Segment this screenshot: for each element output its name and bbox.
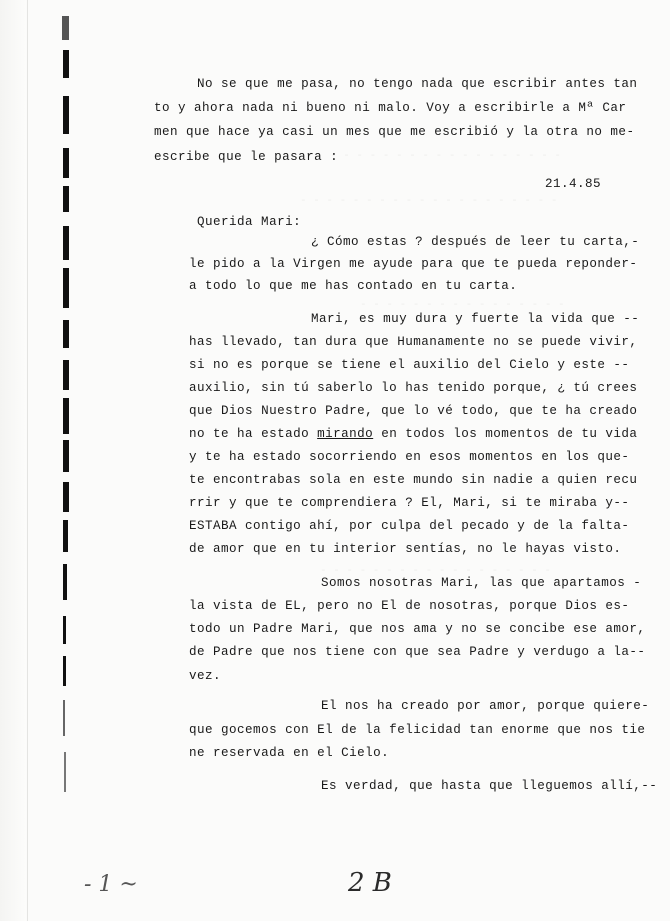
salutation: Querida Mari: [197, 215, 302, 229]
body-line: que gocemos con El de la felicidad tan enorme que nos tie [189, 723, 646, 737]
body-segment: no te ha estado [189, 427, 318, 441]
body-line: si no es porque se tiene el auxilio del Cielo y este -- [189, 358, 630, 372]
page-number: 2 B [348, 868, 392, 898]
body-line: y te ha estado socorriendo en esos momentos en los que- [189, 450, 630, 464]
binding-mark [63, 226, 69, 260]
binding-edge [0, 0, 26, 921]
bleed-through: - - - - - - - - - - - - - - - - - - [330, 150, 562, 162]
binding-mark [63, 440, 69, 472]
binding-mark [64, 752, 66, 792]
binding-mark [63, 96, 69, 134]
binding-mark [63, 520, 68, 552]
intro-line-2: to y ahora nada ni bueno ni malo. Voy a escribirle a Mª Car [154, 101, 627, 115]
bleed-through: - - - - - - - - - - - - - - - - - - - - [300, 195, 558, 207]
binding-mark [63, 320, 69, 348]
intro-line-3: men que hace ya casi un mes que me escribió y la otra no me- [154, 125, 635, 139]
body-line: Es verdad, que hasta que lleguemos allí,-- [321, 779, 658, 793]
intro-line-1: No se que me pasa, no tengo nada que escribir antes tan [197, 77, 638, 91]
binding-line [27, 0, 28, 921]
binding-mark [63, 186, 69, 212]
body-line: te encontrabas sola en este mundo sin nadie a quien recu [189, 473, 638, 487]
body-line: ESTABA contigo ahí, por culpa del pecado y de la falta- [189, 519, 630, 533]
body-line: le pido a la Virgen me ayude para que te pueda reponder- [189, 257, 638, 271]
binding-mark [63, 398, 69, 434]
body-line-underlined [189, 426, 637, 442]
body-segment: en todos los momentos de tu vida [373, 427, 638, 441]
body-line: ¿ Cómo estas ? después de leer tu carta,- [311, 235, 640, 249]
binding-mark [63, 268, 69, 308]
body-line: has llevado, tan dura que Humanamente no se puede vivir, [189, 335, 638, 349]
binding-mark [63, 148, 69, 178]
binding-mark [63, 656, 66, 686]
body-line: de Padre que nos tiene con que sea Padre y verdugo a la-- [189, 645, 646, 659]
body-line: Somos nosotras Mari, las que apartamos - [321, 576, 642, 590]
binding-mark [63, 700, 65, 736]
binding-mark [63, 482, 69, 512]
binding-mark [63, 360, 69, 390]
binding-mark [62, 16, 69, 40]
body-line: El nos ha creado por amor, porque quiere- [321, 699, 650, 713]
body-line: a todo lo que me has contado en tu carta. [189, 279, 518, 293]
body-line: que Dios Nuestro Padre, que lo vé todo, que te ha creado [189, 404, 638, 418]
body-line: ne reservada en el Cielo. [189, 746, 390, 760]
body-line: rrir y que te comprendiera ? El, Mari, si te miraba y-- [189, 496, 630, 510]
letter-date: 21.4.85 [545, 177, 602, 191]
body-line: Mari, es muy dura y fuerte la vida que -- [311, 312, 640, 326]
bleed-through: - - - - - - - - - - - - - - - - [360, 299, 565, 311]
body-line: todo un Padre Mari, que nos ama y no se concibe ese amor, [189, 622, 646, 636]
bleed-through: - - - - - - - - - - - - - - - - - - [320, 565, 552, 577]
underlined-word: mirando [317, 427, 374, 441]
body-line: auxilio, sin tú saberlo lo has tenido porque, ¿ tú crees [189, 381, 638, 395]
binding-mark [63, 616, 66, 644]
intro-line-4: escribe que le pasara : [154, 150, 339, 164]
footer-left-mark: - 1 ~ [84, 872, 138, 897]
body-line: vez. [189, 669, 222, 683]
body-line: la vista de EL, pero no El de nosotras, porque Dios es- [189, 599, 630, 613]
binding-mark [63, 50, 69, 78]
body-line: de amor que en tu interior sentías, no le hayas visto. [189, 542, 622, 556]
binding-mark [63, 564, 67, 600]
